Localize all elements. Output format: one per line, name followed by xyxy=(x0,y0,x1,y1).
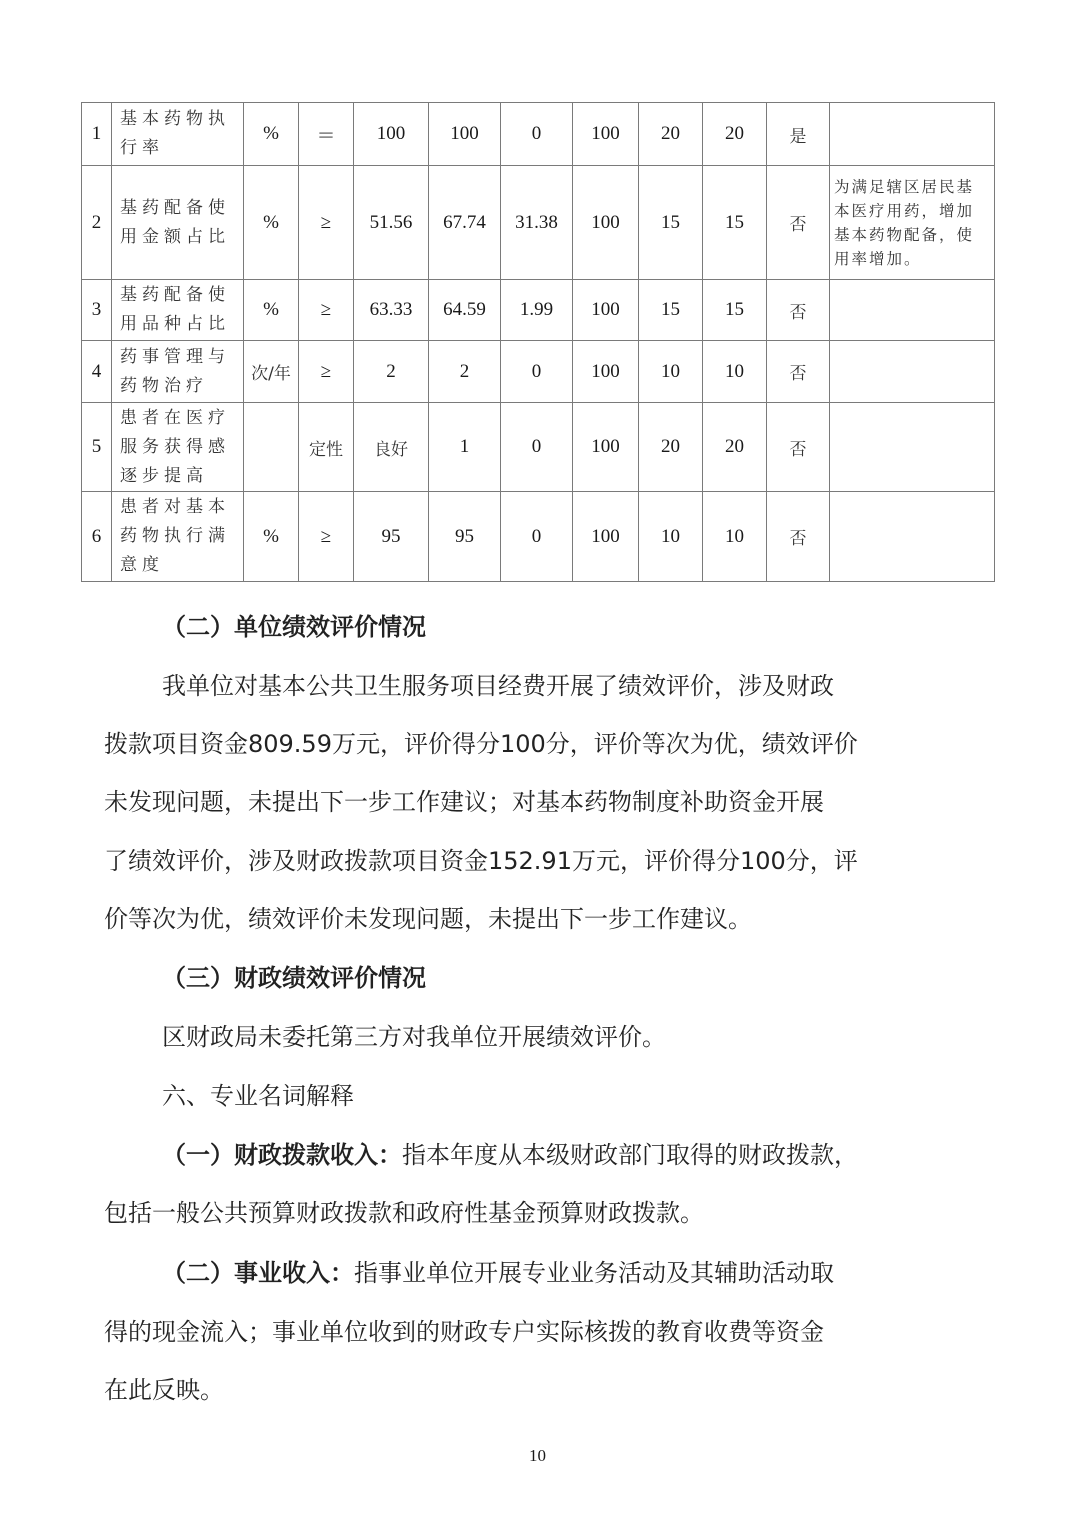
cell-name: 患者对基本药物执行满意度 xyxy=(112,492,244,582)
cell-no: 3 xyxy=(82,280,112,341)
cell-note xyxy=(830,341,995,403)
cell-note: 为满足辖区居民基本医疗用药，增加基本药物配备，使用率增加。 xyxy=(830,166,995,280)
cell-target: 良好 xyxy=(354,403,429,492)
cell-rate: 100 xyxy=(573,492,639,582)
cell-flag: 是 xyxy=(767,103,830,166)
table-row xyxy=(82,403,995,492)
cell-deviation: 0 xyxy=(501,403,573,492)
cell-op: 定性 xyxy=(299,403,354,492)
cell-actual: 64.59 xyxy=(429,280,501,341)
cell-no: 6 xyxy=(82,492,112,582)
cell-no: 1 xyxy=(82,103,112,166)
cell-rate: 100 xyxy=(573,403,639,492)
paragraph-line: 拨款项目资金809.59万元，评价得分100分，评价等次为优，绩效评价 xyxy=(104,730,858,758)
cell-name: 患者在医疗服务获得感逐步提高 xyxy=(112,403,244,492)
cell-deviation: 31.38 xyxy=(501,166,573,280)
cell-score: 10 xyxy=(703,341,767,403)
cell-target: 51.56 xyxy=(354,166,429,280)
paragraph-line: 未发现问题，未提出下一步工作建议；对基本药物制度补助资金开展 xyxy=(104,788,824,816)
cell-flag: 否 xyxy=(767,492,830,582)
cell-flag: 否 xyxy=(767,166,830,280)
cell-unit: 次/年 xyxy=(244,341,299,403)
cell-op: ≥ xyxy=(299,166,354,280)
cell-weight: 20 xyxy=(639,103,703,166)
cell-deviation: 0 xyxy=(501,492,573,582)
cell-score: 15 xyxy=(703,166,767,280)
cell-name: 基药配备使用品种占比 xyxy=(112,280,244,341)
paragraph-line: 区财政局未委托第三方对我单位开展绩效评价。 xyxy=(162,1023,666,1051)
glossary-term-business-income xyxy=(162,1257,1032,1289)
term-definition: 指事业单位开展专业业务活动及其辅助活动取 xyxy=(354,1259,834,1287)
paragraph-line: 包括一般公共预算财政拨款和政府性基金预算财政拨款。 xyxy=(104,1199,704,1227)
cell-weight: 15 xyxy=(639,280,703,341)
cell-rate: 100 xyxy=(573,103,639,166)
table-row xyxy=(82,492,995,582)
cell-unit: % xyxy=(244,166,299,280)
cell-score: 10 xyxy=(703,492,767,582)
cell-flag: 否 xyxy=(767,280,830,341)
cell-name: 药事管理与药物治疗 xyxy=(112,341,244,403)
cell-deviation: 0 xyxy=(501,103,573,166)
paragraph-line: 了绩效评价，涉及财政拨款项目资金152.91万元，评价得分100分，评 xyxy=(104,847,858,875)
cell-op: ≥ xyxy=(299,492,354,582)
section-heading-unit-evaluation: （二）单位绩效评价情况 xyxy=(162,613,426,641)
page-number: 10 xyxy=(529,1446,546,1465)
cell-weight: 10 xyxy=(639,341,703,403)
cell-actual: 1 xyxy=(429,403,501,492)
cell-deviation: 1.99 xyxy=(501,280,573,341)
cell-weight: 20 xyxy=(639,403,703,492)
cell-unit: % xyxy=(244,280,299,341)
cell-unit xyxy=(244,403,299,492)
cell-op: ＝ xyxy=(299,103,354,166)
section-heading-fiscal-evaluation: （三）财政绩效评价情况 xyxy=(162,964,426,992)
table-row xyxy=(82,280,995,341)
cell-note xyxy=(830,492,995,582)
table-row xyxy=(82,103,995,166)
cell-score: 15 xyxy=(703,280,767,341)
cell-flag: 否 xyxy=(767,403,830,492)
cell-no: 2 xyxy=(82,166,112,280)
cell-weight: 15 xyxy=(639,166,703,280)
cell-no: 4 xyxy=(82,341,112,403)
cell-score: 20 xyxy=(703,403,767,492)
cell-note xyxy=(830,280,995,341)
cell-rate: 100 xyxy=(573,280,639,341)
cell-score: 20 xyxy=(703,103,767,166)
cell-note xyxy=(830,103,995,166)
paragraph-line: 我单位对基本公共卫生服务项目经费开展了绩效评价，涉及财政 xyxy=(162,672,834,700)
performance-indicator-table xyxy=(81,102,995,582)
cell-weight: 10 xyxy=(639,492,703,582)
term-label: （一）财政拨款收入： xyxy=(162,1141,402,1169)
cell-unit: % xyxy=(244,492,299,582)
term-label: （二）事业收入： xyxy=(162,1259,354,1287)
cell-rate: 100 xyxy=(573,341,639,403)
cell-actual: 67.74 xyxy=(429,166,501,280)
cell-target: 63.33 xyxy=(354,280,429,341)
cell-actual: 100 xyxy=(429,103,501,166)
term-definition: 指本年度从本级财政部门取得的财政拨款， xyxy=(402,1141,858,1169)
paragraph-line: 得的现金流入；事业单位收到的财政专户实际核拨的教育收费等资金 xyxy=(104,1318,824,1346)
paragraph-line: 价等次为优，绩效评价未发现问题，未提出下一步工作建议。 xyxy=(104,905,752,933)
cell-op: ≥ xyxy=(299,280,354,341)
cell-name: 基药配备使用金额占比 xyxy=(112,166,244,280)
cell-rate: 100 xyxy=(573,166,639,280)
cell-actual: 95 xyxy=(429,492,501,582)
cell-name: 基本药物执行率 xyxy=(112,103,244,166)
glossary-term-fiscal-appropriation xyxy=(162,1139,1032,1171)
cell-target: 100 xyxy=(354,103,429,166)
cell-actual: 2 xyxy=(429,341,501,403)
table-row xyxy=(82,341,995,403)
cell-unit: % xyxy=(244,103,299,166)
section-heading-glossary: 六、专业名词解释 xyxy=(162,1082,354,1110)
table-row xyxy=(82,166,995,280)
cell-op: ≥ xyxy=(299,341,354,403)
cell-flag: 否 xyxy=(767,341,830,403)
cell-no: 5 xyxy=(82,403,112,492)
cell-target: 2 xyxy=(354,341,429,403)
cell-deviation: 0 xyxy=(501,341,573,403)
paragraph-line: 在此反映。 xyxy=(104,1376,224,1404)
cell-target: 95 xyxy=(354,492,429,582)
cell-note xyxy=(830,403,995,492)
